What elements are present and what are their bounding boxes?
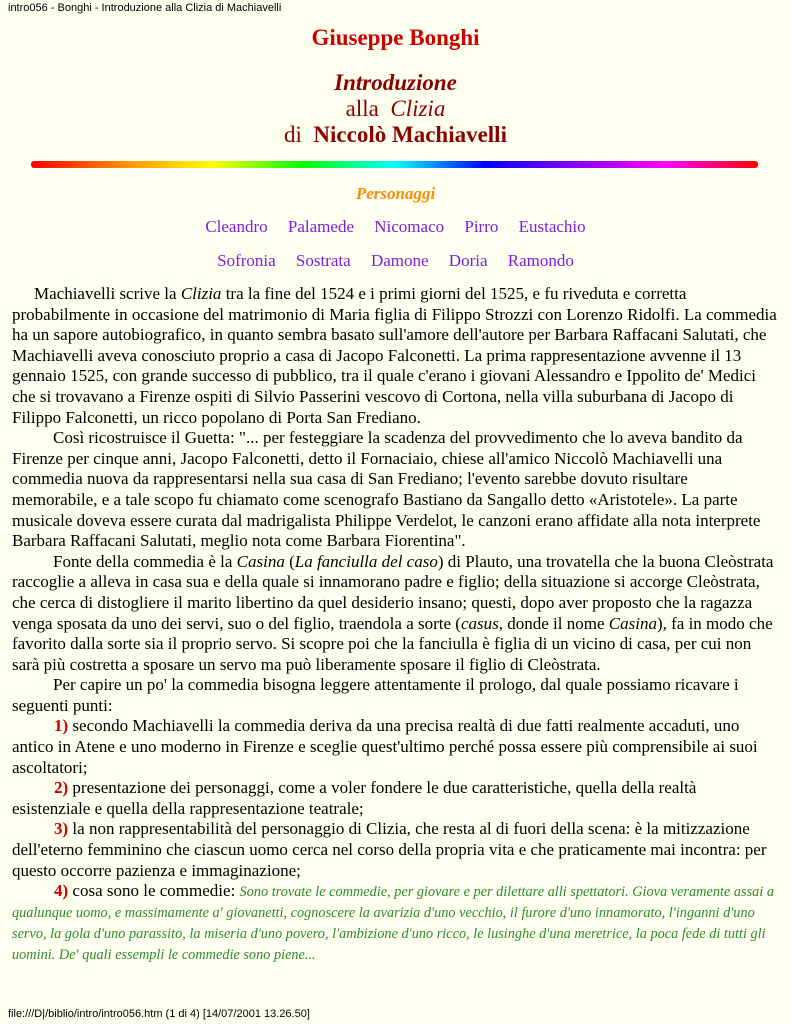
- character-link[interactable]: Sofronia: [217, 251, 276, 270]
- point-number: 3): [54, 819, 69, 839]
- character-link[interactable]: Doria: [448, 251, 488, 270]
- point-1: 1) secondo Machiavelli la commedia deriva da una precisa realtà di due fatti realmente accaduti, uno antico in Atene e uno moderno in Firenze e sceglie quest'ultimo perché possa essere più comprensibile ai suoi ascoltatori;: [12, 716, 758, 777]
- character-link[interactable]: Damone: [370, 251, 429, 270]
- character-link[interactable]: Cleandro: [205, 217, 268, 236]
- point-4: 4) cosa sono le commedie: Sono trovate le commedie, per giovare e per dilettare alli spettatori. Giova veramente assai a qualunque uomo, e massimamente a' giovanetti, cognoscere la avarizia d'uno vecchio, il furore d'uno innamorato, l'inganni d'uno servo, la gola d'uno parassito, la miseria d'uno povero, l'ambizione d'uno ricco, le lusinghe d'una meretrice, la poca fede di tutti gli uomini. De' quali essempli le commedie sono piene...: [12, 881, 774, 964]
- prologue-quote: Sono trovate le commedie, per giovare e per dilettare alli spettatori. Giova veramente assai a qualunque uomo, e massimamente a' giovanetti, cognoscere la avarizia d'uno vecchio, il furore d'uno innamorato, l'inganni d'uno servo, la gola d'uno parassito, la miseria d'uno povero, l'ambizione d'uno ricco, le lusinghe d'una meretrice, la poca fede di tutti gli uomini. De' quali essempli le commedie sono piene...: [12, 884, 774, 964]
- body-text: [12, 284, 777, 965]
- title-line-3b: Niccolò Machiavelli: [313, 122, 507, 147]
- character-link[interactable]: Palamede: [287, 217, 354, 236]
- character-link[interactable]: Pirro: [464, 217, 499, 236]
- point-number: 1): [54, 716, 69, 736]
- character-link[interactable]: Eustachio: [518, 217, 586, 236]
- paragraph-2: Così ricostruisce il Guetta: "... per festeggiare la scadenza del provvedimento che lo aveva bandito da Firenze per cinque anni, Jacopo Falconetti, detto il Fornaciaio, chiese all'amico Niccolò Machiavelli una commedia nuova da rappresentarsi nella sua casa di San Frediano; l'evento sarebbe dovuto risultare memorabile, e a tale scopo fu chiamato come scenografo Bastiano da Sangallo detto «Aristotele». La parte musicale doveva essere curata dal madrigalista Philippe Verdelot, le canzoni erano affidate alla nota interprete Barbara Raffacani Salutati, meglio nota come Barbara Fiorentina".: [12, 428, 761, 551]
- character-link[interactable]: Nicomaco: [374, 217, 445, 236]
- rainbow-divider: [31, 161, 758, 168]
- title-line-2a: alla: [345, 96, 379, 121]
- personaggi-heading: Personaggi: [355, 184, 436, 203]
- point-2: 2) presentazione dei personaggi, come a voler fondere le due caratteristiche, quella della realtà esistenziale e quella della rappresentazione teatrale;: [12, 778, 697, 818]
- paragraph-3: Fonte della commedia è la Casina (La fanciulla del caso) di Plauto, una trovatella che la buona Cleòstrata raccoglie a alleva in casa sua e della quale si innamorano padre e figlio; della situazione si accorge Cleòstrata, che cerca di distogliere il marito libertino da quel desiderio insano; questi, dopo aver proposto che la ragazza venga sposata da uno dei servi, suo o del figlio, traendola a sorte (casus, donde il nome Casina), fa in modo che favorito dalla sorte sia il proprio servo. Si scopre poi che la fanciulla è figlia di un vicino di casa, per cui non sarà più costretta a sposare un servo ma può liberamente sposare il figlio di Cleòstrata.: [12, 551, 774, 674]
- title-block: [0, 70, 791, 148]
- author-name: Giuseppe Bonghi: [311, 25, 480, 50]
- point-number: 2): [54, 778, 69, 798]
- title-line-2b: Clizia: [390, 96, 446, 121]
- paragraph-4: Per capire un po' la commedia bisogna leggere attentamente il prologo, dal quale possiamo ricavare i seguenti punti:: [12, 675, 739, 715]
- title-line-3a: di: [284, 122, 302, 147]
- title-line-1: Introduzione: [334, 70, 457, 95]
- paragraph-1: Machiavelli scrive la Clizia tra la fine del 1524 e i primi giorni del 1525, e fu riveduta e corretta probabilmente in occasione del matrimonio di Maria figlia di Filippo Strozzi con Lorenzo Ridolfi. La commedia ha un sapore autobiografico, in quanto sembra basato sull'amore dell'autore per Barbara Raffacani Salutati, che Machiavelli aveva conosciuto proprio a casa di Jacopo Falconetti. La prima rappresentazione avvenne il 13 gennaio 1525, con grande successo di pubblico, tra il quale c'erano i giovani Alessandro e Ippolito de' Medici che si trovavano a Firenze ospiti di Silvio Passerini vescovo di Cortona, nella villa suburbana di Jacopo di Filippo Falconetti, un ricco popolano di Porta San Frediano.: [12, 284, 777, 427]
- point-number: 4): [54, 881, 69, 901]
- point-3: 3) la non rappresentabilità del personaggio di Clizia, che resta al di fuori della scena: è la mitizzazione dell'eterno femminino che ciascun uomo cerca nel corso della propria vita e che praticamente mai incontra: per questo occorre pazienza e immaginazione;: [12, 819, 767, 880]
- browser-header-path: intro056 - Bonghi - Introduzione alla Clizia di Machiavelli: [8, 2, 282, 14]
- characters-row-2: [0, 251, 791, 271]
- characters-row-1: [0, 217, 791, 237]
- character-link[interactable]: Sostrata: [295, 251, 351, 270]
- browser-footer-path: file:///D|/biblio/intro/intro056.htm (1 di 4) [14/07/2001 13.26.50]: [8, 1008, 310, 1020]
- character-link[interactable]: Ramondo: [507, 251, 574, 270]
